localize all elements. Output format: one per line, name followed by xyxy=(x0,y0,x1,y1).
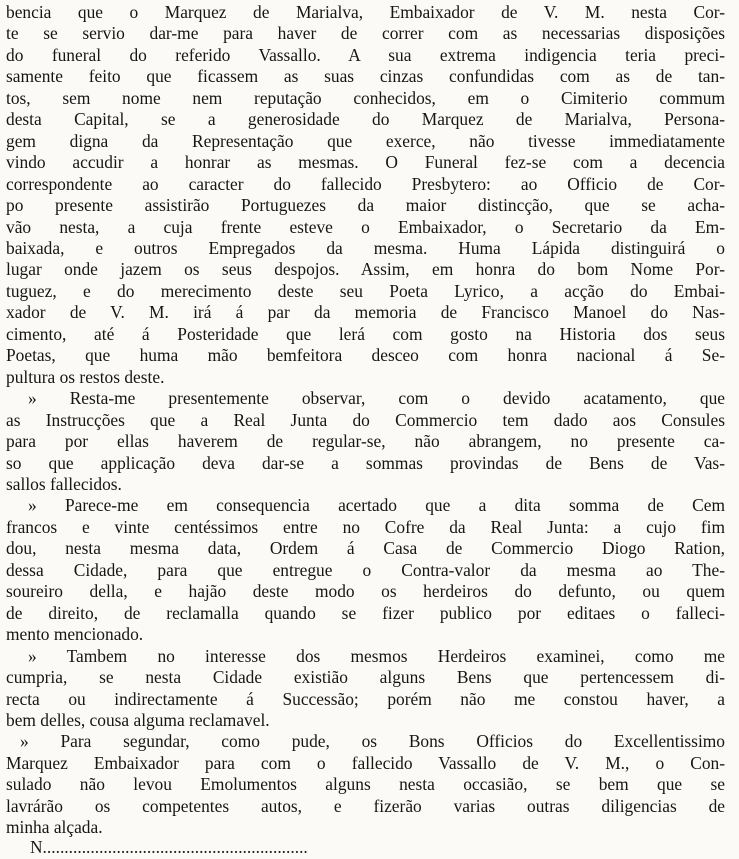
text-line: bem delles, cousa alguma reclamavel. xyxy=(6,709,270,730)
text-line: soureiro della, e hajão deste modo os herdeiros do defunto, ou quem xyxy=(6,581,725,602)
text-line: vão nesta, a cuja frente esteve o Embaixador, o Secretario da Em- xyxy=(6,216,725,237)
text-line: lugar onde jazem os seus despojos. Assim, em honra do bom Nome Por- xyxy=(6,259,725,280)
text-line: » Para segundar, como pude, os Bons Officios do Excellentissimo xyxy=(20,731,725,752)
cut-off-line xyxy=(0,837,739,859)
text-line: » Resta-me presentemente observar, com o devido acatamento, que xyxy=(28,388,725,409)
text-line: tuguez, e do merecimento deste seu Poeta Lyrico, a acção do Embai- xyxy=(6,280,725,301)
text-line: so que applicação deva dar-se a sommas provindas de Bens de Vas- xyxy=(6,452,725,473)
text-line: Marquez Embaixador para com o fallecido Vassallo de V. M., o Con- xyxy=(6,752,725,773)
paragraph xyxy=(6,646,725,732)
text-line: recta ou indirectamente á Successão; porém não me constou haver, a xyxy=(6,688,725,709)
paragraph xyxy=(6,731,725,838)
text-line: correspondente ao caracter do fallecido Presbytero: ao Officio de Cor- xyxy=(6,173,725,194)
paragraph xyxy=(6,388,725,495)
text-line: sallos fallecidos. xyxy=(6,473,122,494)
text-line: » Tambem no interesse dos mesmos Herdeiros examinei, como me xyxy=(28,645,725,666)
paragraph xyxy=(6,2,725,388)
text-line: lavrárão os competentes autos, e fizerão varias outras diligencias de xyxy=(6,795,725,816)
text-line: gem digna da Representação que exerce, não tivesse immediatamente xyxy=(6,130,725,151)
text-line: dessa Cidade, para que entregue o Contra-valor da mesma ao The- xyxy=(6,559,725,580)
text-line: pultura os restos deste. xyxy=(6,366,165,387)
text-line: do funeral do referido Vassallo. A sua extrema indigencia teria preci- xyxy=(6,44,725,65)
text-line: bencia que o Marquez de Marialva, Embaixador de V. M. nesta Cor- xyxy=(6,2,725,22)
text-line: de direito, de reclamalla quando se fizer publico por editaes o falleci- xyxy=(6,602,725,623)
text-line: minha alçada. xyxy=(6,817,103,838)
text-line: mento mencionado. xyxy=(6,624,144,645)
text-line: te se servio dar-me para haver de correr com as necessarias disposições xyxy=(6,23,725,44)
text-line: cumpria, se nesta Cidade existião alguns Bens que pertencessem di- xyxy=(6,667,725,688)
document-body xyxy=(6,2,725,839)
text-line: vindo accudir a honrar as mesmas. O Funeral fez-se com a decencia xyxy=(6,152,725,173)
text-line: » Parece-me em consequencia acertado que a dita somma de Cem xyxy=(28,495,725,516)
text-line: po presente assistirão Portuguezes da maior distincção, que se acha- xyxy=(6,195,725,216)
text-line: dou, nesta mesma data, Ordem á Casa de Commercio Diogo Ration, xyxy=(6,538,725,559)
text-line: cimento, até á Posteridade que lerá com gosto na Historia dos seus xyxy=(6,323,725,344)
text-line: Poetas, que huma mão bemfeitora desceo com honra nacional á Se- xyxy=(6,345,725,366)
text-line: samente feito que ficassem as suas cinzas confundidas com as de tan- xyxy=(6,66,725,87)
text-line: para por ellas haverem de regular-se, não abrangem, no presente ca- xyxy=(6,431,725,452)
text-line: francos e vinte centéssimos entre no Cofre da Real Junta: a cujo fim xyxy=(6,516,725,537)
text-line: sulado não levou Emolumentos alguns nesta occasião, se bem que se xyxy=(6,774,725,795)
text-line: xador de V. M. irá á par da memoria de Francisco Manoel do Nas- xyxy=(6,302,725,323)
text-line: as Instrucções que a Real Junta do Commercio tem dado aos Consules xyxy=(6,409,725,430)
paragraph xyxy=(6,495,725,645)
text-line: desta Capital, se a generosidade do Marquez de Marialva, Persona- xyxy=(6,109,725,130)
text-line: baixada, e outros Empregados da mesma. Huma Lápida distinguirá o xyxy=(6,237,725,258)
text-line: tos, sem nome nem reputação conhecidos, em o Cimiterio commum xyxy=(6,87,725,108)
cut-off-line-text: N............................................................. xyxy=(30,837,308,857)
